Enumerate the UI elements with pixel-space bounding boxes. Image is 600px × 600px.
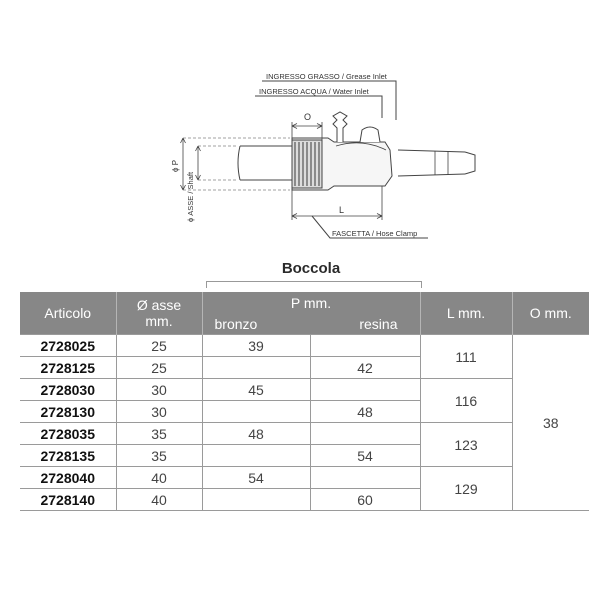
header-articolo-label: Articolo (44, 305, 92, 321)
hose-clamp-label: FASCETTA / Hose Clamp (332, 229, 418, 238)
l-cell: 129 (420, 467, 512, 511)
asse-cell: 30 (116, 379, 202, 401)
shaft-dimension-line (196, 146, 201, 180)
header-asse-line2: mm. (145, 313, 173, 329)
shaft-right (398, 150, 465, 176)
article-code: 2728040 (20, 467, 116, 489)
header-articolo (20, 292, 116, 335)
article-code: 2728130 (20, 401, 116, 423)
bronzo-cell: 39 (202, 335, 310, 357)
o-cell: 38 (512, 335, 589, 511)
article-code: 2728030 (20, 379, 116, 401)
resina-cell (310, 379, 420, 401)
shaft-rings (435, 151, 448, 175)
article-code: 2728025 (20, 335, 116, 357)
asse-cell: 40 (116, 467, 202, 489)
shaft-left (238, 146, 298, 180)
header-resina: resina (359, 316, 398, 332)
asse-cell: 25 (116, 357, 202, 379)
bronzo-cell (202, 445, 310, 467)
article-code: 2728035 (20, 423, 116, 445)
shaft-extension-lines (198, 146, 238, 180)
resina-cell (310, 423, 420, 445)
grease-inlet (360, 127, 380, 142)
asse-cell: 30 (116, 401, 202, 423)
bronzo-cell: 45 (202, 379, 310, 401)
o-extension-lines (292, 122, 322, 140)
header-asse (116, 292, 202, 335)
o-dimension-label: O (304, 112, 312, 122)
header-p (202, 292, 420, 335)
table-row (20, 467, 589, 489)
resina-cell (310, 335, 420, 357)
shaft-dimension-label: ϕ ASSE / Shaft (186, 171, 195, 222)
shaft-tip (465, 152, 475, 174)
l-dimension-label: L (339, 205, 345, 215)
water-inlet-label: INGRESSO ACQUA / Water Inlet (259, 87, 369, 96)
l-cell: 111 (420, 335, 512, 379)
technical-drawing (0, 0, 600, 262)
header-l (420, 292, 512, 335)
header-o-label: O mm. (529, 305, 572, 321)
bronzo-cell: 48 (202, 423, 310, 445)
group-title: Boccola (281, 260, 341, 277)
l-extension-lines (292, 186, 382, 220)
header-o (512, 292, 589, 335)
l-cell: 116 (420, 379, 512, 423)
header-asse-line1: Ø asse (136, 297, 182, 313)
bronzo-cell (202, 357, 310, 379)
group-bracket (206, 281, 422, 288)
resina-cell: 54 (310, 445, 420, 467)
article-code: 2728135 (20, 445, 116, 467)
p-dimension-label: ϕ P (171, 159, 180, 172)
resina-cell: 60 (310, 489, 420, 511)
header-l-label: L mm. (446, 305, 486, 321)
table-row (20, 335, 589, 357)
asse-cell: 40 (116, 489, 202, 511)
water-inlet-nipple (333, 112, 347, 142)
specs-table (20, 292, 589, 511)
l-dimension-line (292, 214, 382, 219)
l-cell: 123 (420, 423, 512, 467)
asse-cell: 35 (116, 445, 202, 467)
asse-cell: 25 (116, 335, 202, 357)
header-p-label: P mm. (290, 295, 332, 311)
asse-cell: 35 (116, 423, 202, 445)
bushing-threads (295, 142, 319, 186)
resina-cell: 48 (310, 401, 420, 423)
p-dimension-line (181, 138, 186, 190)
bronzo-cell (202, 489, 310, 511)
resina-cell (310, 467, 420, 489)
table-row (20, 379, 589, 401)
water-leader-line (255, 96, 382, 118)
article-code: 2728140 (20, 489, 116, 511)
resina-cell: 42 (310, 357, 420, 379)
article-code: 2728125 (20, 357, 116, 379)
header-bronzo: bronzo (214, 316, 258, 332)
table-row (20, 423, 589, 445)
grease-inlet-label: INGRESSO GRASSO / Grease Inlet (266, 72, 387, 81)
bronzo-cell: 54 (202, 467, 310, 489)
bronzo-cell (202, 401, 310, 423)
o-dimension-line (292, 124, 322, 129)
table-header-row (20, 292, 589, 335)
